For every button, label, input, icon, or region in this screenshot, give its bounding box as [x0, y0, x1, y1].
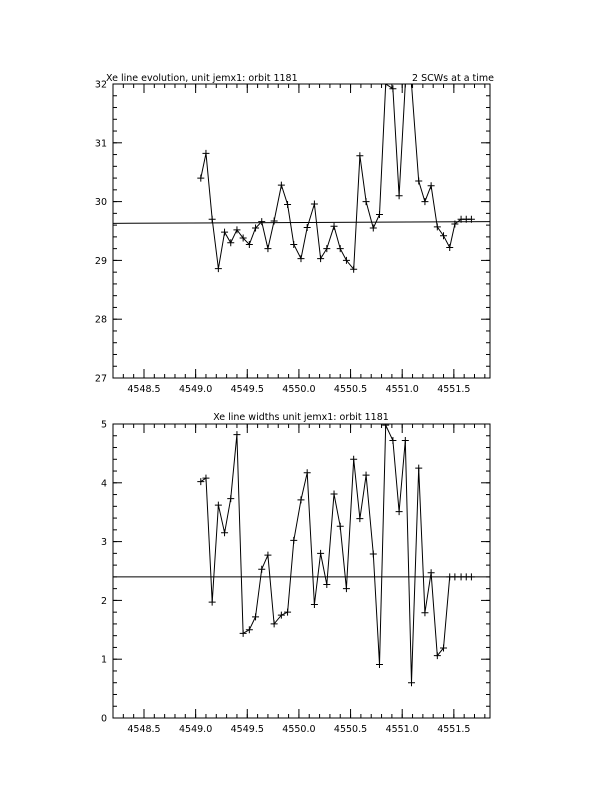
x-tick-label: 4551.5	[437, 384, 471, 395]
y-tick-label: 28	[94, 314, 107, 326]
x-tick-label: 4549.0	[179, 724, 213, 735]
y-tick-label: 5	[100, 419, 107, 431]
x-tick-label: 4551.0	[385, 384, 419, 395]
y-tick-label: 0	[100, 713, 107, 725]
y-tick-label: 31	[94, 138, 107, 150]
y-tick-label: 29	[94, 255, 107, 267]
plot-title: Xe line widths unit jemx1: orbit 1181	[213, 412, 389, 423]
y-tick-label: 30	[94, 197, 107, 209]
x-tick-label: 4550.0	[282, 384, 316, 395]
x-tick-label: 4551.5	[437, 724, 471, 735]
y-tick-label: 1	[100, 654, 107, 666]
x-tick-label: 4550.5	[333, 384, 368, 395]
plot-title: Xe line evolution, unit jemx1: orbit 1181	[106, 73, 298, 84]
x-tick-label: 4548.5	[127, 384, 161, 395]
y-tick-label: 4	[100, 478, 107, 490]
y-tick-label: 27	[94, 373, 107, 385]
x-tick-label: 4549.5	[230, 384, 264, 395]
x-tick-label: 4550.0	[282, 724, 316, 735]
plot-subtitle: 2 SCWs at a time	[412, 73, 494, 84]
x-tick-label: 4551.0	[385, 724, 419, 735]
x-tick-label: 4550.5	[333, 724, 368, 735]
x-tick-label: 4549.5	[230, 724, 264, 735]
y-tick-label: 32	[94, 79, 107, 91]
x-tick-label: 4548.5	[127, 724, 161, 735]
y-tick-label: 3	[100, 537, 107, 549]
x-tick-label: 4549.0	[179, 384, 213, 395]
y-tick-label: 2	[100, 595, 107, 607]
